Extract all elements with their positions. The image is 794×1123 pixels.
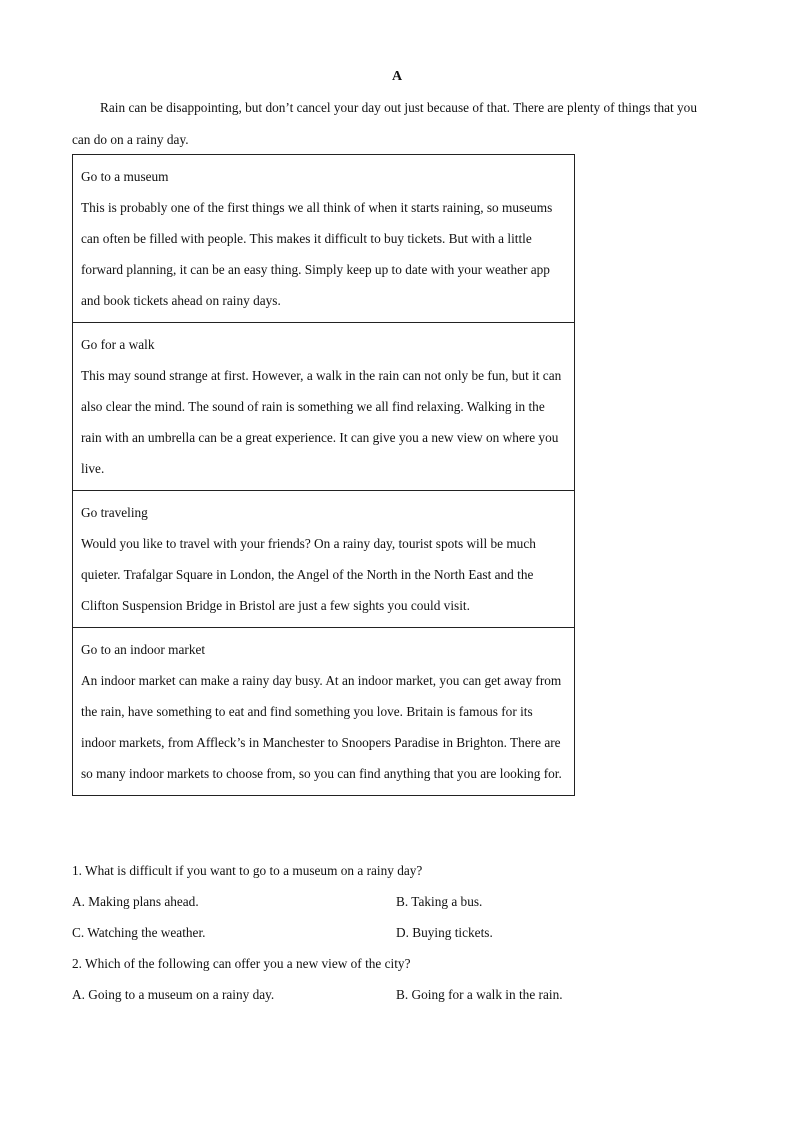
activities-table [72,154,575,796]
question-1-option-b: B. Taking a bus. [396,894,483,909]
activity-text: An indoor market can make a rainy day busy. At an indoor market, you can get away from the rain, have something to eat and find something you love. Britain is famous for its indoor markets, from Affleck’s in Manchester to Snoopers Paradise in Brighton. There are so many indoor markets to choose from, so you can find anything that you are looking for. [81,673,562,781]
activity-traveling [73,490,574,627]
activity-text: Would you like to travel with your friends? On a rainy day, tourist spots will be much quieter. Trafalgar Square in London, the Angel of the North in the North East and the Clifton Suspension Bridge in Bristol are just a few sights you could visit. [81,536,536,613]
activity-museum [73,155,574,322]
question-1: 1. What is difficult if you want to go to a museum on a rainy day? [72,863,423,878]
intro-paragraph: Rain can be disappointing, but don’t cancel your day out just because of that. There are plenty of things that you can do on a rainy day. [72,100,697,147]
question-1-option-d: D. Buying tickets. [396,925,493,940]
activity-heading: Go to a museum [81,169,169,184]
activity-heading: Go traveling [81,505,148,520]
activity-heading: Go for a walk [81,337,155,352]
question-2-options-row-1 [72,979,722,1010]
activity-text: This may sound strange at first. However, a walk in the rain can not only be fun, but it can also clear the mind. The sound of rain is something we all find relaxing. Walking in the rain with an umbrella can be a great experience. It can give you a new view on where you live. [81,368,562,476]
section-title: A [391,69,403,84]
question-2: 2. Which of the following can offer you a new view of the city? [72,956,411,971]
question-1-option-c: C. Watching the weather. [72,925,206,940]
question-1-options-row-2 [72,917,722,948]
question-1-options-row-1 [72,886,722,917]
questions-section [72,855,722,1010]
activity-walk [73,322,574,490]
question-2-option-a: A. Going to a museum on a rainy day. [72,987,275,1002]
question-1-option-a: A. Making plans ahead. [72,894,199,909]
activity-heading: Go to an indoor market [81,642,206,657]
activity-indoor-market [73,627,574,795]
question-2-option-b: B. Going for a walk in the rain. [396,987,563,1002]
activity-text: This is probably one of the first things we all think of when it starts raining, so museums can often be filled with people. This makes it difficult to buy tickets. But with a little forward planning, it can be an easy thing. Simply keep up to date with your weather app and book tickets ahead on rainy days. [81,200,553,308]
